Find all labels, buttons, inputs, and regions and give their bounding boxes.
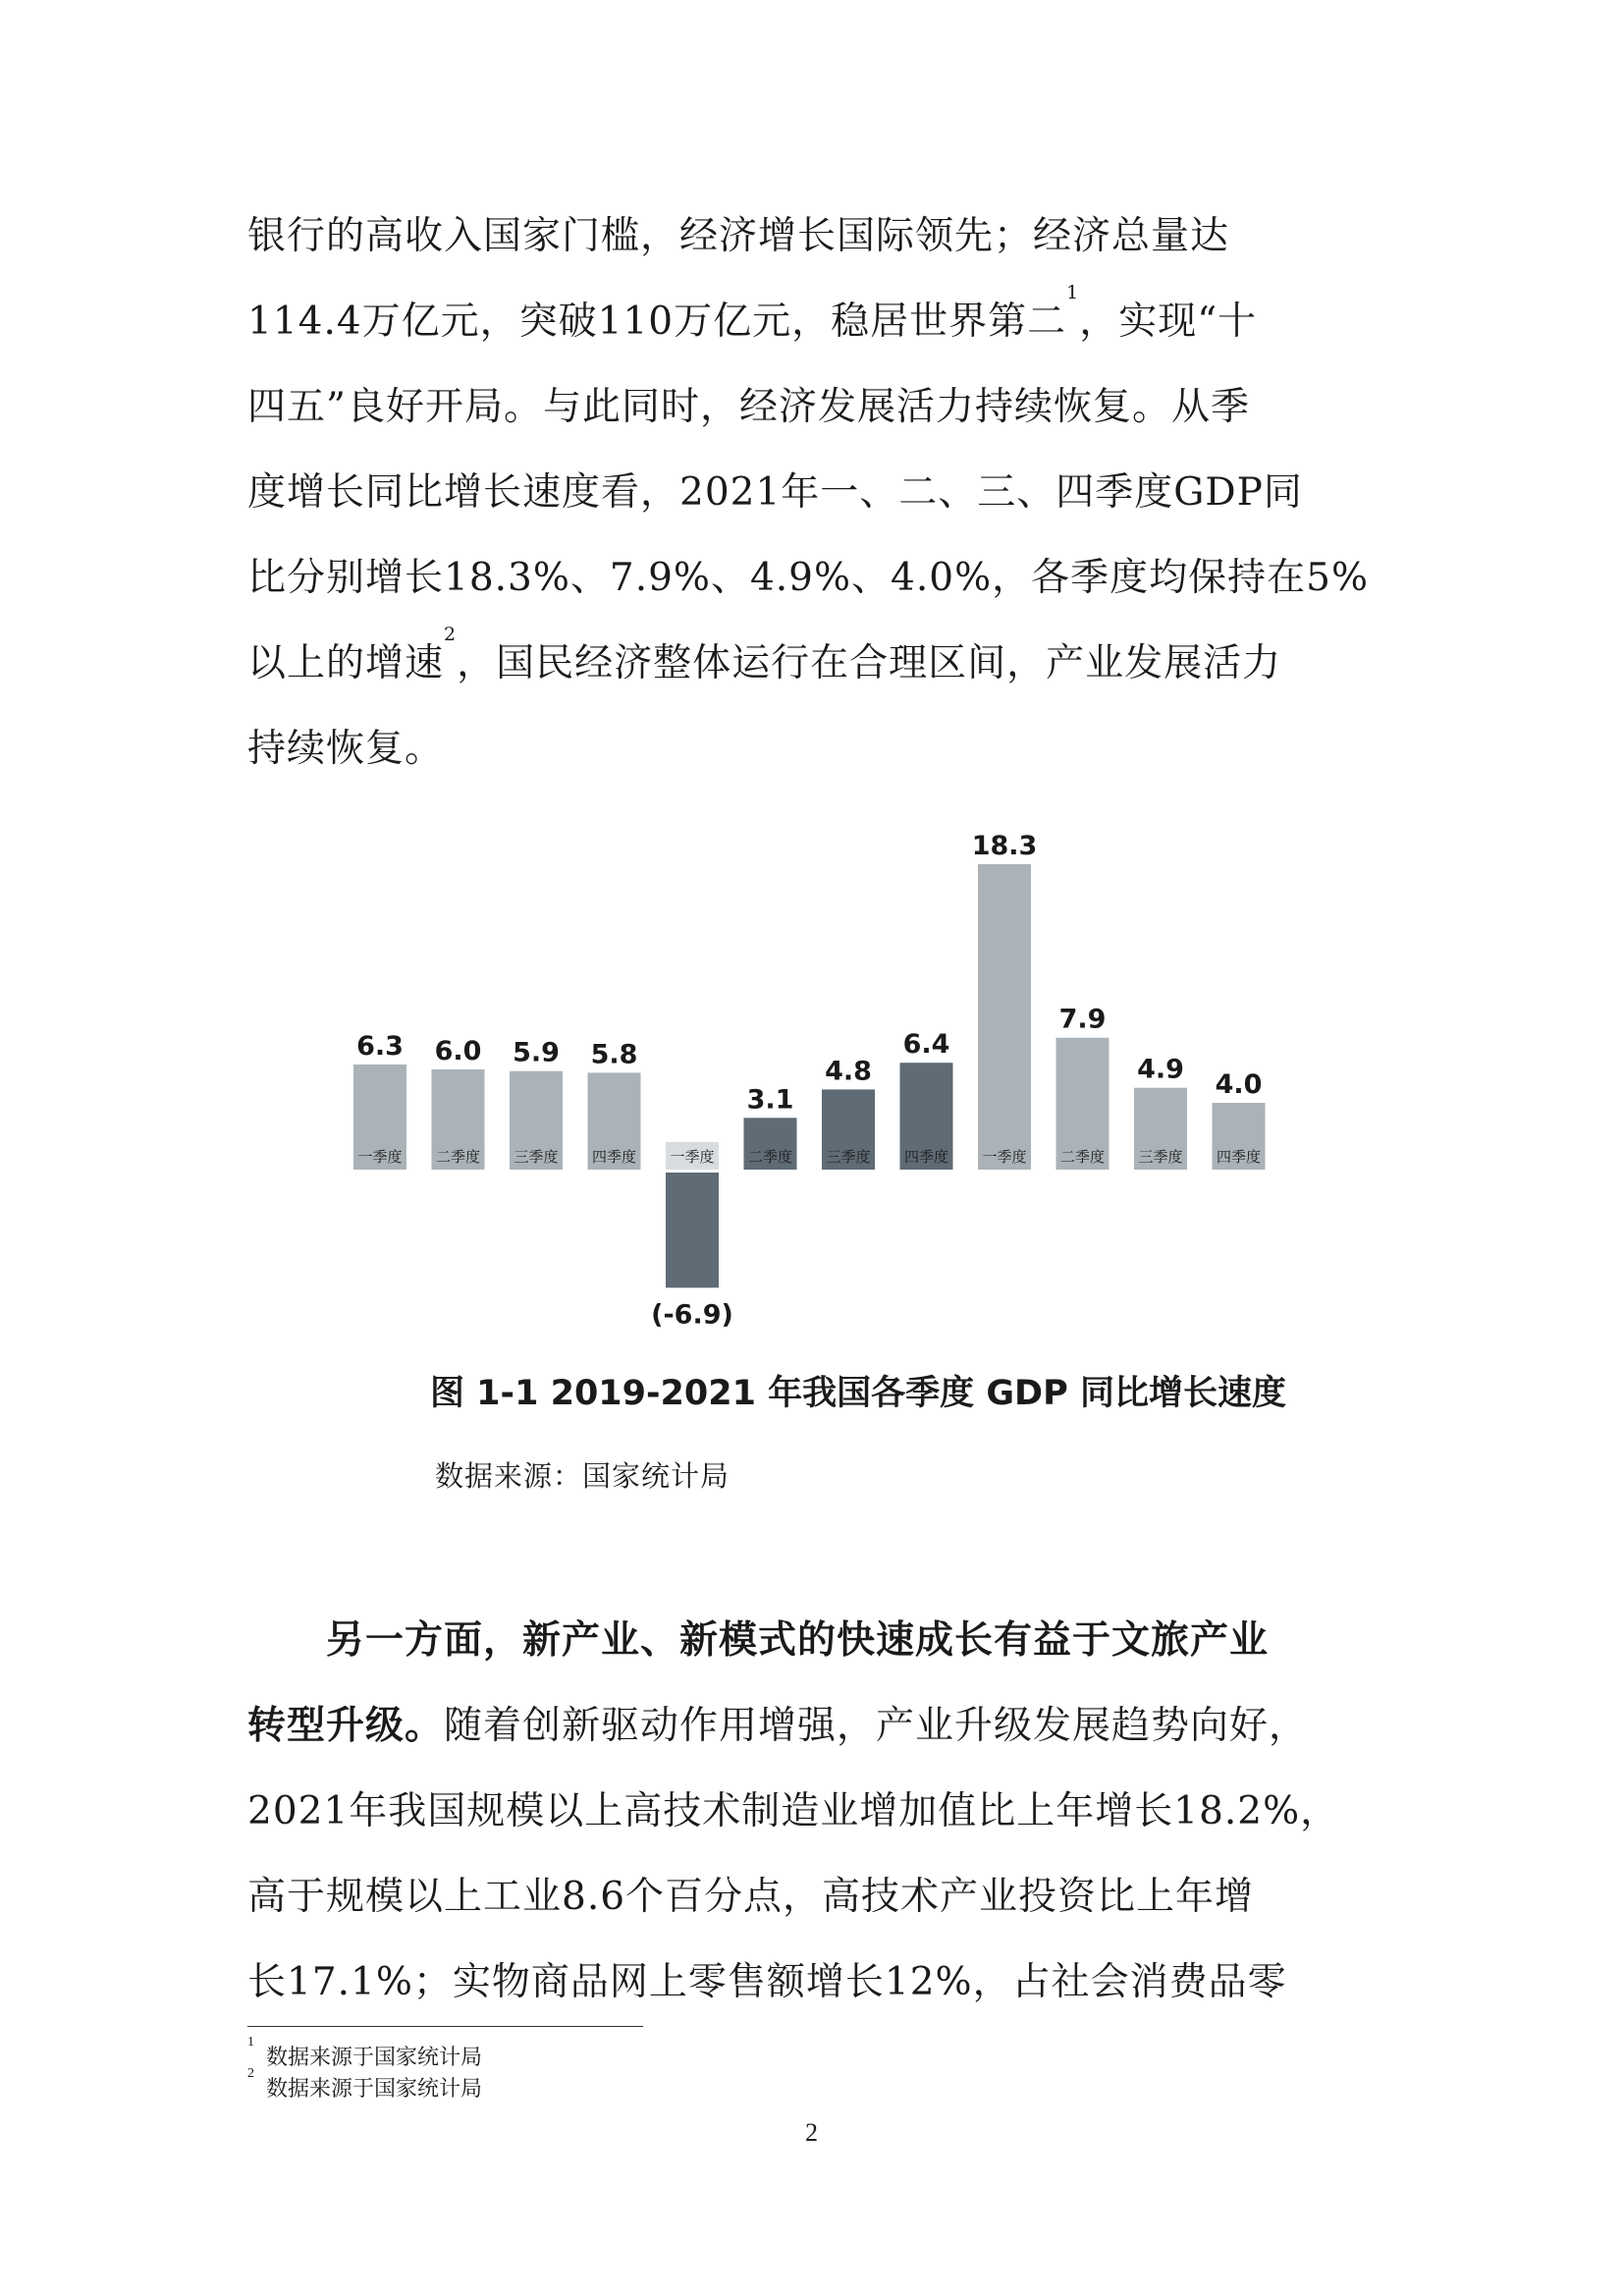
- category-label: 四季度: [1216, 1148, 1262, 1166]
- text-line: 比分别增长18.3%、7.9%、4.9%、4.0%，各季度均保持在5%: [247, 556, 1370, 600]
- category-label: 一季度: [982, 1148, 1027, 1166]
- bar: [978, 864, 1031, 1170]
- category-label: 二季度: [435, 1148, 481, 1166]
- figure-caption: 图 1-1 2019-2021 年我国各季度 GDP 同比增长速度: [430, 1374, 1286, 1413]
- text-line: 四五”良好开局。与此同时，经济发展活力持续恢复。从季: [247, 385, 1250, 429]
- value-label: 3.1: [746, 1084, 794, 1116]
- text-line: 银行的高收入国家门槛，经济增长国际领先；经济总量达: [247, 214, 1230, 258]
- footnote-separator: [247, 2026, 643, 2027]
- value-label: 5.9: [513, 1037, 560, 1068]
- category-label: 四季度: [903, 1148, 949, 1166]
- text-line: 另一方面，新产业、新模式的快速成长有益于文旅产业: [326, 1618, 1270, 1663]
- category-label: 二季度: [1059, 1148, 1106, 1166]
- category-label: 一季度: [670, 1148, 715, 1166]
- value-label: 18.3: [971, 830, 1038, 861]
- category-label: 三季度: [1138, 1148, 1183, 1166]
- footnote-ref[interactable]: 2: [444, 624, 458, 645]
- category-label: 三季度: [514, 1148, 559, 1166]
- category-label: 四季度: [591, 1148, 637, 1166]
- value-label: 4.8: [825, 1056, 872, 1087]
- paragraph-1: [247, 193, 1386, 792]
- value-label: 5.8: [590, 1039, 638, 1070]
- value-label: 6.0: [434, 1036, 482, 1066]
- category-label: 一季度: [357, 1148, 403, 1166]
- page-number: 2: [805, 2118, 818, 2147]
- value-label: 4.0: [1215, 1069, 1263, 1100]
- text-line: 长17.1%；实物商品网上零售额增长12%，占社会消费品零: [247, 1960, 1287, 2004]
- figure-source: 数据来源：国家统计局: [435, 1459, 730, 1493]
- gdp-growth-bar-chart: [334, 805, 1296, 1336]
- text-line: 114.4万亿元，突破110万亿元，稳居世界第二$^1$，实现“十: [247, 282, 1258, 344]
- category-label: 二季度: [747, 1148, 793, 1166]
- paragraph-2: [247, 1598, 1386, 2025]
- value-label: 6.4: [902, 1029, 950, 1061]
- bar: [666, 1173, 719, 1287]
- text-line: 2021年我国规模以上高技术制造业增加值比上年增长18.2%，: [247, 1789, 1340, 1833]
- footnote-ref[interactable]: 1: [1066, 282, 1080, 303]
- value-label: 4.9: [1137, 1054, 1184, 1085]
- footnote-1: $^1$数据来源于国家统计局: [247, 2035, 483, 2069]
- text-line: 度增长同比增长速度看，2021年一、二、三、四季度GDP同: [247, 470, 1303, 515]
- text-line: 高于规模以上工业8.6个百分点，高技术产业投资比上年增: [247, 1875, 1255, 1919]
- value-label: 7.9: [1058, 1004, 1107, 1035]
- text-line: 以上的增速$^2$，国民经济整体运行在合理区间，产业发展活力: [247, 624, 1282, 685]
- text-line: 持续恢复。: [247, 727, 445, 771]
- footnote-2: $^2$数据来源于国家统计局: [247, 2066, 483, 2101]
- category-label: 三季度: [826, 1148, 871, 1166]
- text-line: 转型升级。随着创新驱动作用增强，产业升级发展趋势向好，: [247, 1704, 1309, 1748]
- value-label: 6.3: [356, 1030, 404, 1062]
- value-label: (-6.9): [651, 1299, 733, 1331]
